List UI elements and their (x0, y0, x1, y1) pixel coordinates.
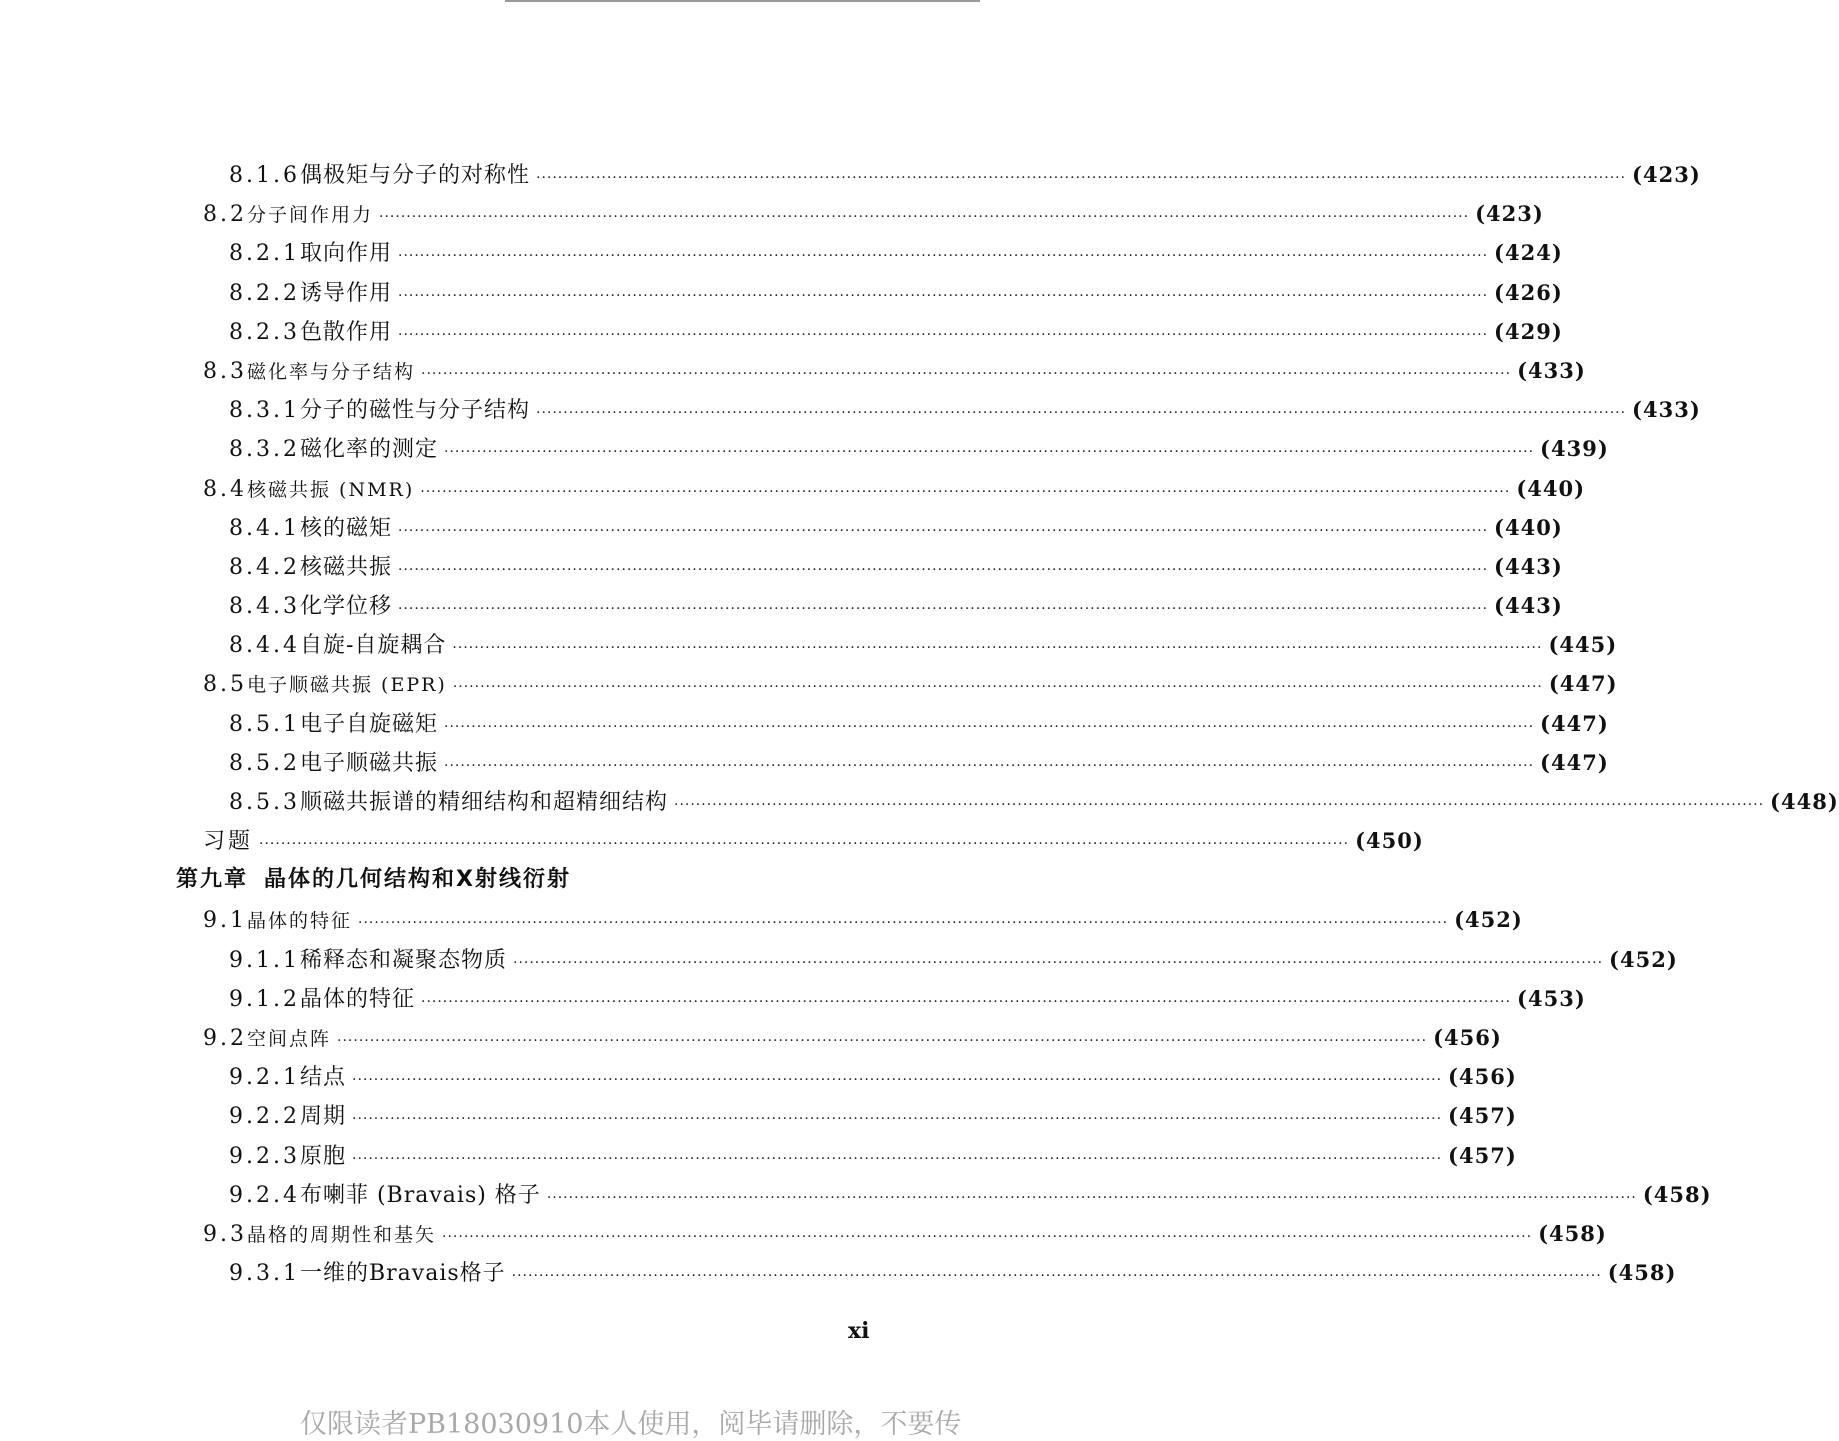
dot-leader: ········································································································································································································ (352, 1072, 1443, 1089)
section-number: 8.3.2 (229, 437, 300, 463)
page-number: (457) (1448, 1103, 1517, 1129)
dot-leader: ········································································································································································································ (421, 365, 1512, 382)
page-number: (447) (1540, 749, 1609, 775)
section-number: 8.4.4 (229, 633, 300, 659)
page-number: (433) (1517, 357, 1586, 383)
dot-leader: ········································································································································································································ (379, 209, 1470, 226)
page-number: (440) (1516, 475, 1586, 501)
page-number: (452) (1609, 946, 1678, 972)
toc-subsection-entry (0, 979, 1586, 1018)
page-number: (453) (1517, 985, 1586, 1011)
page-number: (450) (1355, 828, 1424, 854)
section-title: 电子顺磁共振 (299, 750, 438, 776)
toc-section-entry (0, 664, 1618, 703)
section-number: 9.2.2 (229, 1104, 300, 1130)
toc-subsection-entry (0, 1136, 1517, 1175)
page-folio: xi (848, 1318, 870, 1344)
section-title: 核磁共振 (NMR) (247, 478, 415, 501)
page-top-edge (505, 0, 980, 6)
toc-subsection-entry (0, 273, 1563, 312)
dot-leader: ········································································································································································································ (452, 640, 1543, 657)
toc-section-entry (0, 821, 1424, 860)
dot-leader: ········································································································································································································ (444, 757, 1535, 774)
section-title: 结点 (299, 1065, 346, 1091)
section-number: 习题 (203, 829, 254, 855)
toc-subsection-entry (0, 508, 1563, 547)
section-number: 9.2 (203, 1025, 247, 1051)
section-title: 原胞 (299, 1143, 346, 1169)
toc-section-entry (0, 194, 1544, 233)
toc-subsection-entry (0, 940, 1678, 979)
toc-subsection-entry (0, 312, 1563, 351)
section-title: 空间点阵 (247, 1027, 332, 1050)
toc-subsection-entry (0, 625, 1618, 664)
dot-leader: ········································································································································································································ (398, 248, 1489, 265)
chapter-number: 第九章 (176, 867, 249, 893)
page-number: (423) (1632, 162, 1701, 187)
section-title: 自旋-自旋耦合 (299, 633, 447, 659)
page-number: (458) (1538, 1220, 1607, 1246)
dot-leader: ········································································································································································································ (444, 444, 1535, 461)
section-number: 8.2.3 (229, 319, 300, 345)
section-number: 8.4.1 (229, 515, 300, 541)
section-number: 8.4.2 (229, 554, 300, 580)
section-number: 9.3.1 (229, 1261, 300, 1287)
dot-leader: ········································································································································································································ (398, 561, 1489, 578)
toc-subsection-entry (0, 155, 1701, 194)
section-number: 8.4.3 (229, 594, 300, 620)
section-number: 8.5.3 (229, 790, 300, 815)
section-number: 8.5 (203, 672, 247, 698)
section-number: 9.2.1 (229, 1065, 300, 1091)
section-number: 8.1.6 (229, 163, 300, 188)
section-number: 9.2.4 (229, 1182, 300, 1208)
page-number: (424) (1494, 240, 1563, 266)
page-number: (440) (1494, 514, 1563, 540)
chapter-title: 晶体的几何结构和X射线衍射 (264, 867, 571, 893)
dot-leader: ········································································································································································································ (398, 326, 1489, 343)
dot-leader: ········································································································································································································ (546, 1189, 1637, 1206)
dot-leader: ········································································································································································································ (421, 993, 1512, 1010)
toc-section-entry (0, 900, 1523, 939)
section-number: 8.4 (203, 476, 247, 502)
section-title: 周期 (299, 1104, 346, 1130)
toc-subsection-entry (0, 390, 1701, 429)
section-title: 顺磁共振谱的精细结构和超精细结构 (299, 790, 668, 815)
toc-subsection-entry (0, 1057, 1517, 1096)
toc-section-entry (0, 1018, 1502, 1057)
section-title: 化学位移 (299, 594, 392, 620)
page-number: (458) (1642, 1181, 1712, 1207)
page-number: (445) (1548, 632, 1618, 658)
dot-leader: ········································································································································································································ (513, 954, 1604, 971)
dot-leader: ········································································································································································································ (452, 679, 1543, 696)
section-title: 分子的磁性与分子结构 (299, 398, 530, 424)
page-number: (429) (1494, 318, 1563, 344)
section-number: 8.5.2 (229, 750, 300, 776)
dot-leader: ········································································································································································································ (398, 287, 1489, 304)
section-number: 9.1 (203, 908, 247, 934)
toc-subsection-entry (0, 233, 1563, 272)
page-number: (456) (1448, 1064, 1517, 1090)
dot-leader: ········································································································································································································ (420, 483, 1511, 500)
section-number: 8.2 (203, 202, 247, 228)
section-title: 核的磁矩 (299, 515, 392, 541)
toc-subsection-entry (0, 704, 1609, 743)
dot-leader: ········································································································································································································ (536, 405, 1627, 422)
section-title: 偶极矩与分子的对称性 (299, 163, 530, 188)
section-number: 8.3.1 (229, 398, 300, 424)
page-number: (448) (1770, 789, 1839, 814)
section-title: 磁化率的测定 (299, 437, 438, 463)
page-number: (457) (1448, 1142, 1517, 1168)
page-number: (439) (1540, 436, 1609, 462)
section-title: 色散作用 (299, 319, 392, 345)
dot-leader: ········································································································································································································ (536, 170, 1627, 186)
dot-leader: ········································································································································································································ (511, 1268, 1602, 1285)
section-title: 电子顺磁共振 (EPR) (247, 674, 447, 697)
section-title: 晶体的特征 (247, 910, 353, 933)
toc-subsection-entry (0, 1096, 1517, 1135)
page-number: (443) (1494, 553, 1563, 579)
toc-section-entry (0, 469, 1586, 508)
section-number: 8.2.2 (229, 280, 300, 306)
section-title: 晶体的特征 (299, 986, 415, 1012)
toc-subsection-entry (0, 429, 1609, 468)
page-number: (447) (1548, 671, 1618, 697)
section-title: 分子间作用力 (247, 204, 374, 227)
section-number: 8.3 (203, 358, 247, 384)
page-number: (426) (1494, 279, 1563, 305)
dot-leader: ········································································································································································································ (442, 1228, 1533, 1245)
page-number: (458) (1607, 1260, 1677, 1286)
section-number: 9.3 (203, 1221, 247, 1247)
page-number: (452) (1454, 907, 1523, 933)
section-title: 布喇菲 (Bravais) 格子 (299, 1182, 541, 1208)
dot-leader: ········································································································································································································ (358, 915, 1449, 932)
page-number: (456) (1433, 1024, 1502, 1050)
toc-subsection-entry (0, 743, 1609, 782)
page-number: (423) (1475, 201, 1544, 227)
section-title: 核磁共振 (299, 554, 392, 580)
section-number: 9.1.1 (229, 947, 300, 973)
dot-leader: ········································································································································································································ (259, 836, 1350, 853)
table-of-contents (0, 155, 1839, 1292)
dot-leader: ········································································································································································································ (444, 718, 1535, 735)
section-title: 诱导作用 (299, 280, 392, 306)
dot-leader: ········································································································································································································ (337, 1032, 1428, 1049)
page-number: (447) (1540, 710, 1609, 736)
section-title: 稀释态和凝聚态物质 (299, 947, 507, 973)
section-number: 8.5.1 (229, 711, 300, 737)
page-number: (433) (1632, 397, 1701, 423)
section-title: 晶格的周期性和基矢 (247, 1223, 437, 1246)
section-title: 取向作用 (299, 241, 392, 267)
toc-section-entry (0, 1214, 1607, 1253)
page-number: (443) (1494, 593, 1563, 619)
toc-subsection-entry (0, 586, 1563, 625)
dot-leader: ········································································································································································································ (398, 522, 1489, 539)
section-title: 磁化率与分子结构 (247, 360, 416, 383)
section-number: 9.1.2 (229, 986, 300, 1012)
section-title: 一维的Bravais格子 (299, 1261, 506, 1287)
reader-watermark: 仅限读者PB18030910本人使用，阅毕请删除，不要传 (300, 1409, 962, 1440)
toc-subsection-entry (0, 782, 1839, 821)
toc-subsection-entry (0, 1175, 1712, 1214)
section-title: 电子自旋磁矩 (299, 711, 438, 737)
dot-leader: ········································································································································································································ (674, 797, 1765, 813)
dot-leader: ········································································································································································································ (352, 1150, 1443, 1167)
toc-chapter-heading (0, 860, 980, 900)
dot-leader: ········································································································································································································ (352, 1111, 1443, 1128)
toc-section-entry (0, 351, 1586, 390)
section-number: 8.2.1 (229, 241, 300, 267)
dot-leader: ········································································································································································································ (398, 601, 1489, 618)
toc-subsection-entry (0, 547, 1563, 586)
toc-subsection-entry (0, 1253, 1677, 1292)
section-number: 9.2.3 (229, 1143, 300, 1169)
